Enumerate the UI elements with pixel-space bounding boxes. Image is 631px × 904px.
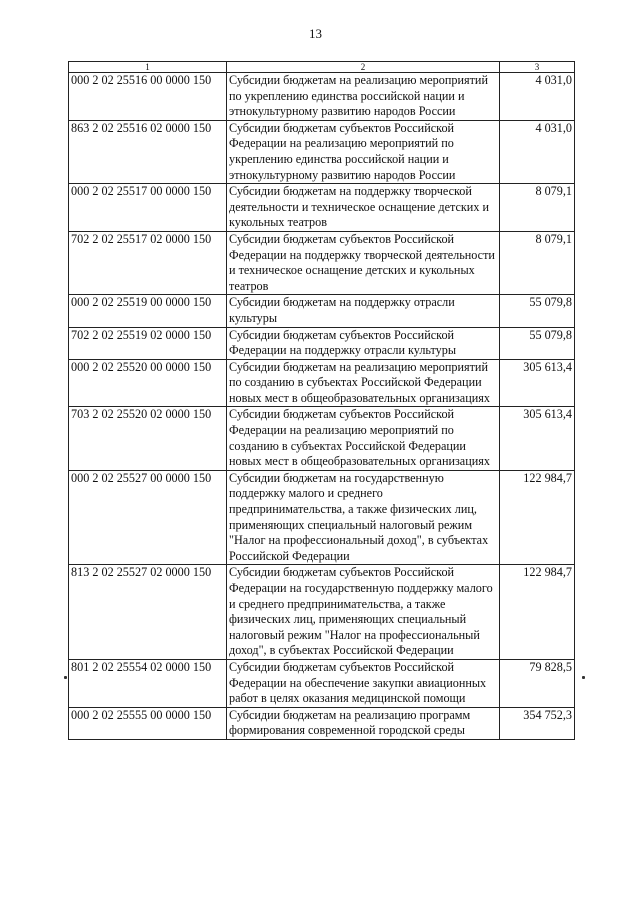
row-amount: 354 752,3: [500, 707, 575, 739]
row-amount: 55 079,8: [500, 327, 575, 359]
row-code: 813 2 02 25527 02 0000 150: [69, 565, 227, 660]
row-code: 000 2 02 25555 00 0000 150: [69, 707, 227, 739]
table-row: [69, 359, 575, 407]
table-row: [69, 659, 575, 707]
row-description: Субсидии бюджетам субъектов Российской Федерации на реализацию мероприятий по укреплению единства российской нации и этнокультурному развитию народов России: [227, 120, 500, 183]
row-amount: 79 828,5: [500, 659, 575, 707]
table-row: [69, 295, 575, 327]
row-amount: 8 079,1: [500, 184, 575, 232]
row-code: 863 2 02 25516 02 0000 150: [69, 120, 227, 183]
row-code: 000 2 02 25520 00 0000 150: [69, 359, 227, 407]
table-row: [69, 120, 575, 183]
row-code: 702 2 02 25517 02 0000 150: [69, 231, 227, 294]
row-description: Субсидии бюджетам на реализацию мероприятий по созданию в субъектах Российской Федерации новых мест в общеобразовательных организациях: [227, 359, 500, 407]
row-amount: 305 613,4: [500, 407, 575, 470]
table-row: [69, 327, 575, 359]
table-row: [69, 707, 575, 739]
column-header-3: 3: [500, 62, 575, 73]
row-description: Субсидии бюджетам субъектов Российской Федерации на государственную поддержку малого и среднего предпринимательства, а также физических лиц, применяющих специальный налоговый режим "Налог на профессиональный доход", в субъектах Российской Федерации: [227, 565, 500, 660]
page-number: 13: [309, 26, 322, 41]
table-row: [69, 565, 575, 660]
row-code: 000 2 02 25519 00 0000 150: [69, 295, 227, 327]
row-amount: 4 031,0: [500, 120, 575, 183]
row-code: 702 2 02 25519 02 0000 150: [69, 327, 227, 359]
header-row: [69, 62, 575, 73]
row-description: Субсидии бюджетам на государственную поддержку малого и среднего предпринимательства, а также физических лиц, применяющих специальный налоговый режим "Налог на профессиональный доход", в субъектах Российской Федерации: [227, 470, 500, 565]
table-row: [69, 73, 575, 121]
row-description: Субсидии бюджетам на реализацию программ формирования современной городской среды: [227, 707, 500, 739]
row-description: Субсидии бюджетам на реализацию мероприятий по укреплению единства российской нации и этнокультурному развитию народов России: [227, 73, 500, 121]
budget-table: [68, 61, 575, 740]
row-description: Субсидии бюджетам субъектов Российской Федерации на обеспечение закупки авиационных работ в целях оказания медицинской помощи: [227, 659, 500, 707]
table-row: [69, 407, 575, 470]
row-code: 000 2 02 25527 00 0000 150: [69, 470, 227, 565]
table-row: [69, 231, 575, 294]
table-row: [69, 470, 575, 565]
row-description: Субсидии бюджетам на поддержку отрасли культуры: [227, 295, 500, 327]
row-description: Субсидии бюджетам субъектов Российской Федерации на реализацию мероприятий по созданию в субъектах Российской Федерации новых мест в общеобразовательных организациях: [227, 407, 500, 470]
row-amount: 122 984,7: [500, 565, 575, 660]
table-row: [69, 184, 575, 232]
row-code: 000 2 02 25517 00 0000 150: [69, 184, 227, 232]
row-amount: 122 984,7: [500, 470, 575, 565]
row-code: 801 2 02 25554 02 0000 150: [69, 659, 227, 707]
row-amount: 8 079,1: [500, 231, 575, 294]
row-description: Субсидии бюджетам на поддержку творческой деятельности и техническое оснащение детских и кукольных театров: [227, 184, 500, 232]
column-header-2: 2: [227, 62, 500, 73]
row-description: Субсидии бюджетам субъектов Российской Федерации на поддержку творческой деятельности и техническое оснащение детских и кукольных театров: [227, 231, 500, 294]
row-amount: 4 031,0: [500, 73, 575, 121]
column-header-1: 1: [69, 62, 227, 73]
row-description: Субсидии бюджетам субъектов Российской Федерации на поддержку отрасли культуры: [227, 327, 500, 359]
row-amount: 55 079,8: [500, 295, 575, 327]
row-amount: 305 613,4: [500, 359, 575, 407]
row-code: 703 2 02 25520 02 0000 150: [69, 407, 227, 470]
scan-mark: [582, 676, 585, 679]
row-code: 000 2 02 25516 00 0000 150: [69, 73, 227, 121]
scan-mark: [64, 676, 67, 679]
